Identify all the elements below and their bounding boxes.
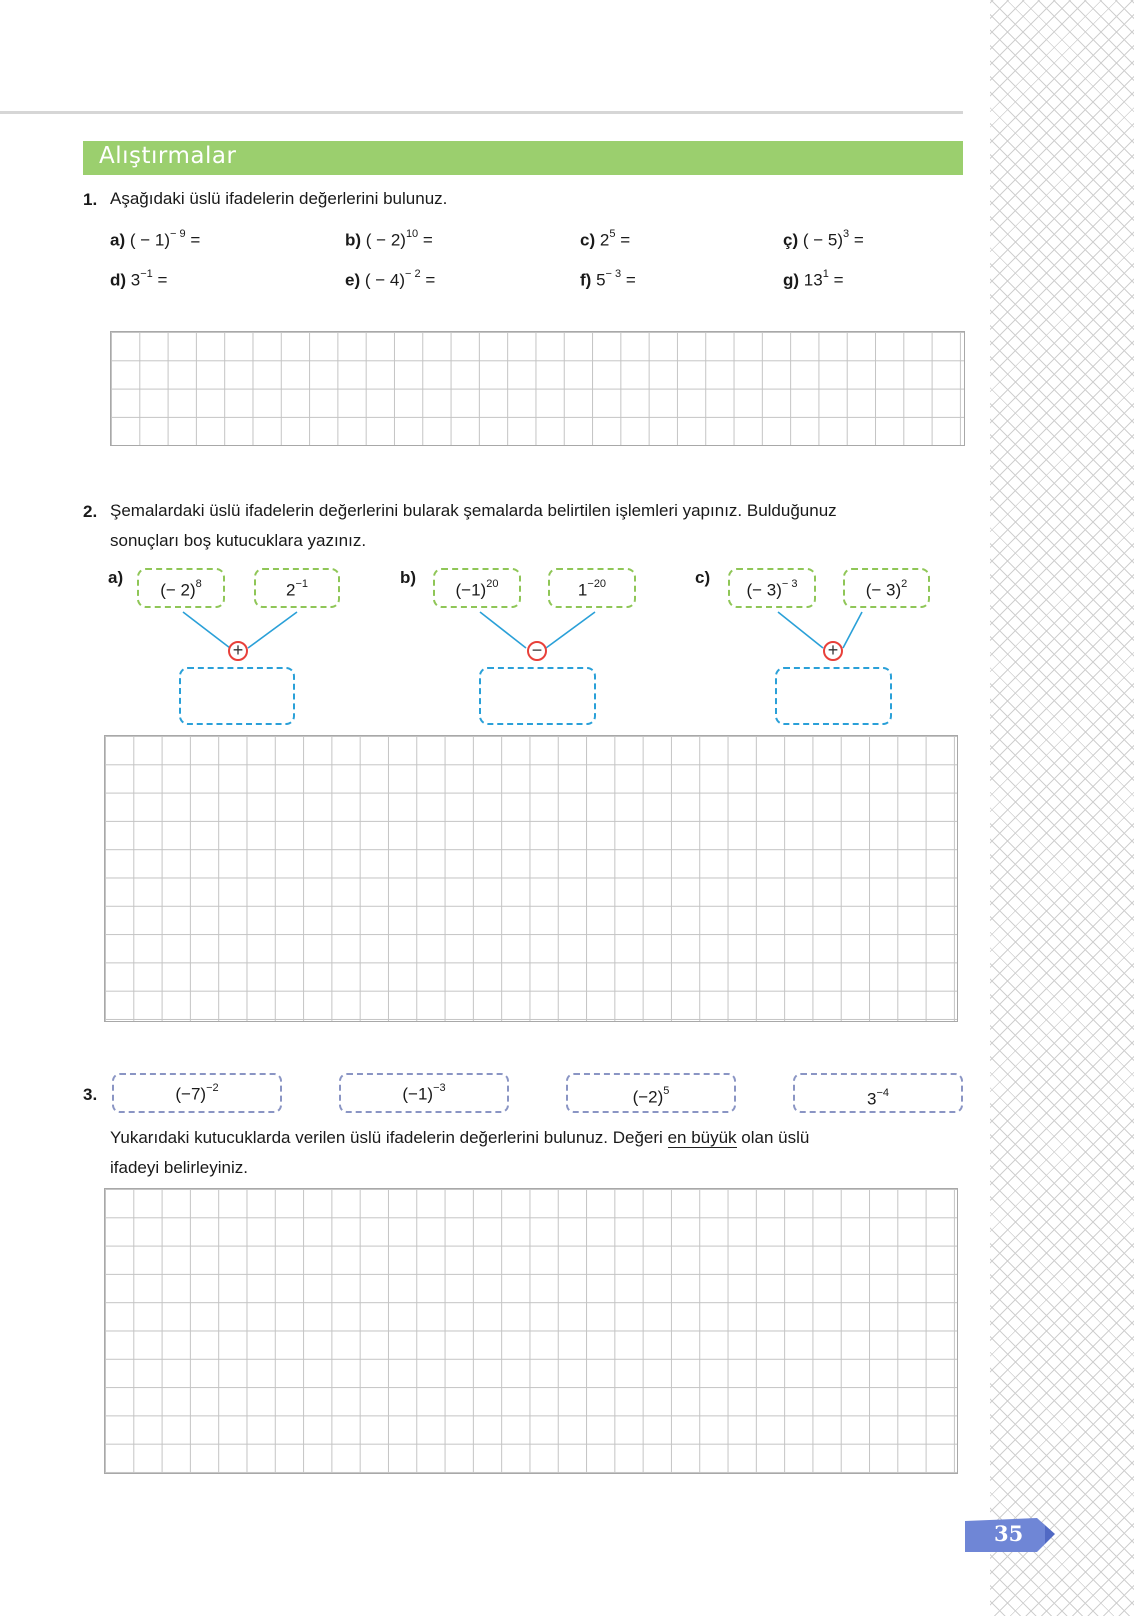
q3-box-1: $(-7)^{-2}$ [112,1073,282,1113]
q2-scheme-a-label: a) [108,568,124,587]
q1-item-d: d) $3^{-1}$ = [110,268,168,290]
q1-item-c: c) $2^5$ = [580,228,631,250]
q2-answer-grid[interactable] [104,735,958,1022]
q3-text-line1: Yukarıdaki kutucuklarda verilen üslü ifadelerin değerlerini bulunuz. Değeri en büyük olan üslü [110,1128,810,1147]
q2-scheme-b-label: b) [400,568,417,587]
section-title: Alıştırmalar [99,143,237,169]
q2-number: 2. [83,502,98,521]
scheme-connectors [0,0,1134,760]
q3-box-3: $(-2)^5$ [566,1073,736,1113]
q3-answer-grid[interactable] [104,1188,958,1474]
q1-item-g: g) $13^1$ = [783,268,844,290]
q2-b-left-box: $(-1)^{20}$ [433,568,521,608]
q3-box-4: $3^{-4}$ [793,1073,963,1113]
emphasis-text: en büyük [667,1128,737,1147]
plus-icon: + [228,641,248,661]
plus-icon: + [823,641,843,661]
q2-a-left-box: (− 2)$^8$ [137,568,225,608]
page-number: 35 [994,1521,1024,1546]
q1-number: 1. [83,190,98,209]
q1-item-a: a) ( − 1)$^{- 9}$ = [110,228,201,250]
q2-b-right-box: $1^{-20}$ [548,568,636,608]
q2-scheme-c-label: c) [695,568,711,587]
q1-item-e: e) ( − 4)$^{- 2}$ = [345,268,436,290]
q2-c-answer-box[interactable] [775,667,892,725]
minus-icon: − [527,641,547,661]
q3-box-2: $(-1)^{-3}$ [339,1073,509,1113]
q1-text: Aşağıdaki üslü ifadelerin değerlerini bulunuz. [110,189,448,208]
q2-b-answer-box[interactable] [479,667,596,725]
q1-item-f: f) $5^{- 3}$ = [580,268,636,290]
q3-text-line2: ifadeyi belirleyiniz. [110,1158,248,1177]
q2-a-answer-box[interactable] [179,667,295,725]
q2-text-line2: sonuçları boş kutucuklara yazınız. [110,531,367,550]
q2-a-right-box: $2^{-1}$ [254,568,340,608]
q2-c-right-box: (− 3)$^2$ [843,568,930,608]
q2-text-line1: Şemalardaki üslü ifadelerin değerlerini bularak şemalarda belirtilen işlemleri yapınız. Bulduğunuz [110,501,837,520]
q3-number: 3. [83,1085,98,1104]
q2-c-left-box: (− 3)$^{- 3}$ [728,568,816,608]
q1-item-cc: ç) ( − 5)$^3$ = [783,228,864,250]
q1-item-b: b) ( − 2)$^{10}$ = [345,228,433,250]
